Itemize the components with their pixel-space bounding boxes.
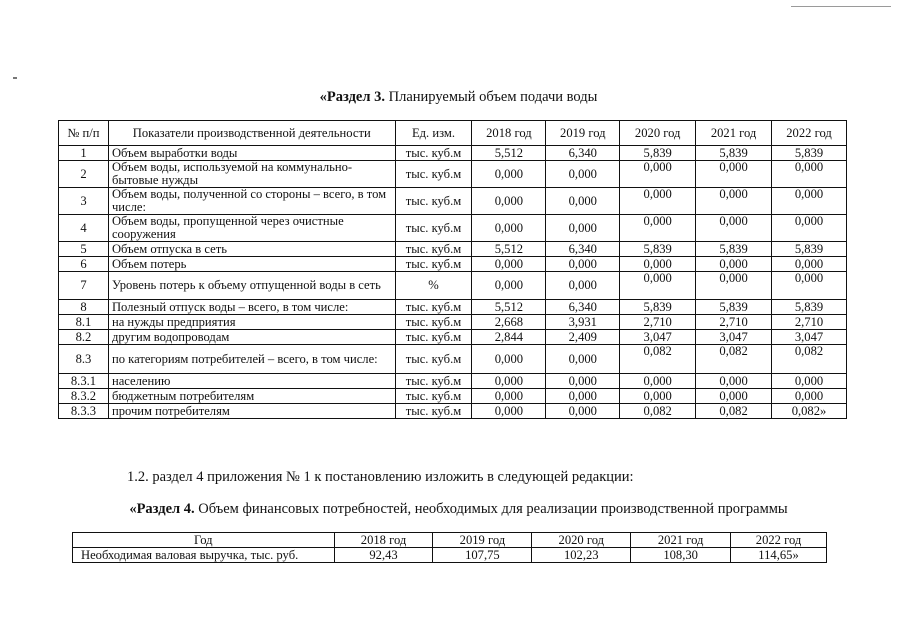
value-2022: 0,000 [772,389,847,404]
value-2021: 0,000 [696,272,772,300]
table-row [59,146,847,161]
unit-cell: тыс. куб.м [395,389,472,404]
water-supply-table [58,120,847,419]
indicator-cell: Уровень потерь к объему отпущенной воды в сеть [108,272,395,300]
table-row [59,300,847,315]
value-2020: 0,000 [620,272,696,300]
value-2021: 5,839 [696,242,772,257]
value-2018: 0,000 [472,389,546,404]
unit-cell: тыс. куб.м [395,300,472,315]
unit-cell: тыс. куб.м [395,215,472,242]
indicator-cell: Объем воды, пропущенной через очистные сооружения [108,215,395,242]
unit-cell: тыс. куб.м [395,146,472,161]
value-2021: 0,000 [696,389,772,404]
value-2019: 0,000 [546,345,620,374]
amendment-paragraph: 1.2. раздел 4 приложения № 1 к постановлению изложить в следующей редакции: [127,469,634,485]
value-2018: 0,000 [472,161,546,188]
value-2018: 0,000 [472,272,546,300]
value-2020: 0,000 [620,161,696,188]
value-2019: 0,000 [546,404,620,419]
header-cell: 2021 год [631,533,731,548]
table-row [59,215,847,242]
value-2019: 0,000 [546,188,620,215]
table-row [59,374,847,389]
value-2018: 0,000 [472,404,546,419]
unit-cell: % [395,272,472,300]
value-2019: 2,409 [546,330,620,345]
value-2022: 5,839 [772,300,847,315]
value-2019: 0,000 [546,257,620,272]
value-2021: 5,839 [696,146,772,161]
table-row [59,315,847,330]
indicator-cell: по категориям потребителей – всего, в том числе: [108,345,395,374]
value-2022: 5,839 [772,146,847,161]
header-cell: 2019 год [546,121,620,146]
section3-title-bold: «Раздел 3. [319,89,385,105]
value-2018: 2,844 [472,330,546,345]
value-2022: 0,000 [772,257,847,272]
value-2022: 0,000 [772,374,847,389]
section4-title-text: Объем финансовых потребностей, необходимых для реализации производственной программы [194,501,788,517]
table-row [59,345,847,374]
value-2021: 0,082 [696,345,772,374]
value-2018: 5,512 [472,300,546,315]
value-2020: 0,000 [620,257,696,272]
header-cell: № п/п [59,121,109,146]
value-2021: 0,000 [696,188,772,215]
section4-title-bold: «Раздел 4. [129,501,195,517]
value-2022: 5,839 [772,242,847,257]
table-row [59,389,847,404]
index-cell: 8.3 [59,345,109,374]
header-cell: Ед. изм. [395,121,472,146]
value-2020: 0,082 [620,404,696,419]
index-cell: 3 [59,188,109,215]
value-2021: 5,839 [696,300,772,315]
header-cell: Показатели производственной деятельности [108,121,395,146]
table-row [59,242,847,257]
header-cell: Год [73,533,335,548]
index-cell: 4 [59,215,109,242]
value-2022: 0,000 [772,188,847,215]
value-2021: 0,000 [696,215,772,242]
value-2022: 0,000 [772,161,847,188]
index-cell: 1 [59,146,109,161]
value-2018: 5,512 [472,146,546,161]
value-cell: 108,30 [631,548,731,563]
value-2019: 0,000 [546,161,620,188]
index-cell: 8.3.2 [59,389,109,404]
value-2018: 2,668 [472,315,546,330]
header-cell: 2020 год [620,121,696,146]
value-2021: 0,000 [696,257,772,272]
value-cell: 92,43 [334,548,433,563]
value-2019: 6,340 [546,242,620,257]
value-2020: 5,839 [620,300,696,315]
unit-cell: тыс. куб.м [395,161,472,188]
indicator-cell: Объем воды, используемой на коммунально-бытовые нужды [108,161,395,188]
table-row [59,404,847,419]
value-2019: 0,000 [546,272,620,300]
unit-cell: тыс. куб.м [395,315,472,330]
value-2020: 0,000 [620,374,696,389]
section4-title [6,501,905,518]
value-2021: 2,710 [696,315,772,330]
section3-title [6,89,905,106]
index-cell: 8.3.3 [59,404,109,419]
indicator-cell: населению [108,374,395,389]
section3-title-text: Планируемый объем подачи воды [384,89,598,105]
value-2018: 0,000 [472,257,546,272]
value-2020: 2,710 [620,315,696,330]
indicator-cell: Полезный отпуск воды – всего, в том числе: [108,300,395,315]
value-2019: 3,931 [546,315,620,330]
table-header-row [73,533,827,548]
index-cell: 6 [59,257,109,272]
value-2022: 2,710 [772,315,847,330]
unit-cell: тыс. куб.м [395,345,472,374]
value-2018: 0,000 [472,374,546,389]
value-2020: 0,082 [620,345,696,374]
value-cell: 102,23 [532,548,631,563]
value-2019: 0,000 [546,389,620,404]
value-2022: 0,000 [772,215,847,242]
scan-mark [13,77,17,79]
table-row [59,330,847,345]
value-2018: 0,000 [472,345,546,374]
header-cell: 2018 год [472,121,546,146]
value-2021: 0,000 [696,161,772,188]
value-2018: 0,000 [472,215,546,242]
header-cell: 2021 год [696,121,772,146]
header-cell: 2019 год [433,533,532,548]
value-2020: 5,839 [620,242,696,257]
unit-cell: тыс. куб.м [395,330,472,345]
index-cell: 5 [59,242,109,257]
table-row [73,548,827,563]
header-cell: 2020 год [532,533,631,548]
value-2021: 0,082 [696,404,772,419]
value-2021: 0,000 [696,374,772,389]
unit-cell: тыс. куб.м [395,242,472,257]
unit-cell: тыс. куб.м [395,404,472,419]
table-row [59,257,847,272]
index-cell: 7 [59,272,109,300]
indicator-cell: Объем воды, полученной со стороны – всего, в том числе: [108,188,395,215]
indicator-cell: бюджетным потребителям [108,389,395,404]
value-2020: 0,000 [620,188,696,215]
value-2020: 0,000 [620,215,696,242]
value-2022: 0,082 [772,345,847,374]
row-label: Необходимая валовая выручка, тыс. руб. [73,548,335,563]
unit-cell: тыс. куб.м [395,374,472,389]
financial-needs-table [72,532,827,563]
table-row [59,161,847,188]
value-2020: 5,839 [620,146,696,161]
indicator-cell: Объем потерь [108,257,395,272]
value-2020: 3,047 [620,330,696,345]
value-2021: 3,047 [696,330,772,345]
value-2022: 0,082» [772,404,847,419]
value-2019: 6,340 [546,146,620,161]
value-2018: 0,000 [472,188,546,215]
table-row [59,188,847,215]
value-2018: 5,512 [472,242,546,257]
indicator-cell: Объем выработки воды [108,146,395,161]
header-cell: 2018 год [334,533,433,548]
value-2022: 3,047 [772,330,847,345]
value-2019: 0,000 [546,374,620,389]
table-header-row [59,121,847,146]
header-cell: 2022 год [772,121,847,146]
value-cell: 107,75 [433,548,532,563]
value-2022: 0,000 [772,272,847,300]
indicator-cell: другим водопроводам [108,330,395,345]
index-cell: 2 [59,161,109,188]
indicator-cell: на нужды предприятия [108,315,395,330]
unit-cell: тыс. куб.м [395,257,472,272]
table-row [59,272,847,300]
value-2020: 0,000 [620,389,696,404]
index-cell: 8 [59,300,109,315]
value-2019: 0,000 [546,215,620,242]
index-cell: 8.2 [59,330,109,345]
index-cell: 8.1 [59,315,109,330]
indicator-cell: Объем отпуска в сеть [108,242,395,257]
header-cell: 2022 год [731,533,827,548]
indicator-cell: прочим потребителям [108,404,395,419]
corner-rule [791,6,891,7]
unit-cell: тыс. куб.м [395,188,472,215]
value-cell: 114,65» [731,548,827,563]
value-2019: 6,340 [546,300,620,315]
index-cell: 8.3.1 [59,374,109,389]
